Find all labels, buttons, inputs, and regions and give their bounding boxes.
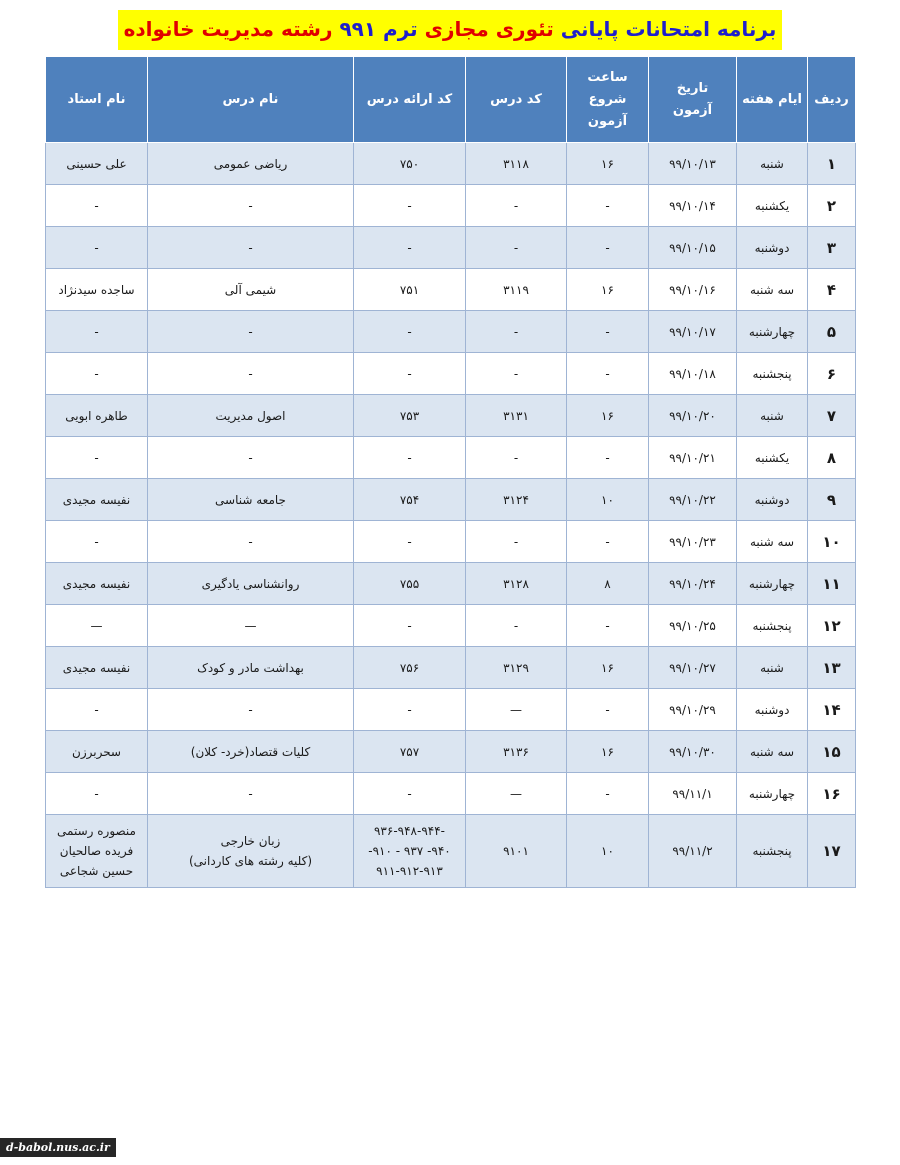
cell-start-time: ۸ xyxy=(567,563,649,605)
cell-course-name: - xyxy=(148,437,354,479)
cell-offering-code: - xyxy=(354,311,466,353)
cell-offering-code: - xyxy=(354,689,466,731)
cell-row-number: ۶ xyxy=(808,353,856,395)
cell-offering-code: - xyxy=(354,437,466,479)
cell-offering-code: ۷۵۱ xyxy=(354,269,466,311)
cell-start-time: ۱۶ xyxy=(567,143,649,185)
site-watermark: d-babol.nus.ac.ir xyxy=(0,1138,116,1157)
cell-course-code: ۳۱۲۴ xyxy=(466,479,567,521)
header-cell-row-number: ردیف xyxy=(808,57,856,143)
cell-course-code: ۳۱۳۱ xyxy=(466,395,567,437)
cell-instructor: - xyxy=(46,353,148,395)
cell-start-time: - xyxy=(567,185,649,227)
cell-weekday: شنبه xyxy=(737,143,808,185)
cell-exam-date: ۹۹/۱۰/۲۰ xyxy=(649,395,737,437)
cell-weekday: شنبه xyxy=(737,395,808,437)
cell-course-name: - xyxy=(148,521,354,563)
cell-instructor: - xyxy=(46,185,148,227)
table-row xyxy=(46,311,856,353)
cell-weekday: پنجشنبه xyxy=(737,815,808,888)
cell-offering-code: ۷۵۳ xyxy=(354,395,466,437)
cell-start-time: - xyxy=(567,773,649,815)
cell-course-code: ۳۱۲۸ xyxy=(466,563,567,605)
cell-course-code: - xyxy=(466,185,567,227)
cell-start-time: - xyxy=(567,437,649,479)
cell-exam-date: ۹۹/۱۰/۲۱ xyxy=(649,437,737,479)
table-row xyxy=(46,563,856,605)
cell-row-number: ۱۱ xyxy=(808,563,856,605)
cell-instructor: - xyxy=(46,227,148,269)
cell-course-code: ۳۱۲۹ xyxy=(466,647,567,689)
table-row xyxy=(46,227,856,269)
cell-weekday: سه شنبه xyxy=(737,731,808,773)
cell-course-code: - xyxy=(466,353,567,395)
table-row xyxy=(46,353,856,395)
cell-offering-code: ۷۵۴ xyxy=(354,479,466,521)
cell-course-name: روانشناسی یادگیری xyxy=(148,563,354,605)
cell-exam-date: ۹۹/۱۰/۱۷ xyxy=(649,311,737,353)
cell-start-time: - xyxy=(567,311,649,353)
cell-course-name: شیمی آلی xyxy=(148,269,354,311)
header-cell-weekday: ایام هفته xyxy=(737,57,808,143)
header-cell-start-time: ساعت شروع آزمون xyxy=(567,57,649,143)
table-row xyxy=(46,689,856,731)
table-row xyxy=(46,143,856,185)
cell-exam-date: ۹۹/۱۰/۲۲ xyxy=(649,479,737,521)
cell-row-number: ۷ xyxy=(808,395,856,437)
cell-offering-code: - xyxy=(354,185,466,227)
cell-weekday: یکشنبه xyxy=(737,185,808,227)
cell-course-name: - xyxy=(148,689,354,731)
cell-course-name: - xyxy=(148,227,354,269)
header-row xyxy=(46,57,856,143)
title-part-3: ترم xyxy=(383,17,418,41)
table-row xyxy=(46,731,856,773)
cell-exam-date: ۹۹/۱۰/۳۰ xyxy=(649,731,737,773)
cell-exam-date: ۹۹/۱۰/۱۳ xyxy=(649,143,737,185)
exam-schedule-table xyxy=(45,56,856,888)
cell-offering-code: ۷۵۵ xyxy=(354,563,466,605)
cell-exam-date: ۹۹/۱۰/۱۵ xyxy=(649,227,737,269)
cell-exam-date: ۹۹/۱۰/۲۹ xyxy=(649,689,737,731)
cell-start-time: - xyxy=(567,605,649,647)
header-cell-exam-date: تاریخ آزمون xyxy=(649,57,737,143)
cell-start-time: - xyxy=(567,689,649,731)
title-part-4: ۹۹۱ xyxy=(339,17,377,41)
cell-weekday: چهارشنبه xyxy=(737,773,808,815)
cell-row-number: ۲ xyxy=(808,185,856,227)
cell-course-name: — xyxy=(148,605,354,647)
cell-row-number: ۱۳ xyxy=(808,647,856,689)
cell-start-time: - xyxy=(567,521,649,563)
cell-row-number: ۹ xyxy=(808,479,856,521)
cell-course-name: جامعه شناسی xyxy=(148,479,354,521)
cell-row-number: ۸ xyxy=(808,437,856,479)
cell-exam-date: ۹۹/۱۱/۲ xyxy=(649,815,737,888)
cell-course-code: — xyxy=(466,773,567,815)
cell-row-number: ۱۷ xyxy=(808,815,856,888)
cell-start-time: ۱۶ xyxy=(567,647,649,689)
cell-start-time: ۱۶ xyxy=(567,731,649,773)
cell-offering-code: - xyxy=(354,605,466,647)
cell-row-number: ۱۶ xyxy=(808,773,856,815)
cell-row-number: ۱۵ xyxy=(808,731,856,773)
cell-row-number: ۳ xyxy=(808,227,856,269)
cell-weekday: یکشنبه xyxy=(737,437,808,479)
cell-start-time: - xyxy=(567,227,649,269)
cell-row-number: ۱۲ xyxy=(808,605,856,647)
header-cell-course-code: کد درس xyxy=(466,57,567,143)
table-row xyxy=(46,815,856,888)
cell-course-name: اصول مدیریت xyxy=(148,395,354,437)
cell-course-code: ۹۱۰۱ xyxy=(466,815,567,888)
cell-course-name: - xyxy=(148,353,354,395)
cell-start-time: ۱۰ xyxy=(567,815,649,888)
cell-weekday: چهارشنبه xyxy=(737,563,808,605)
cell-instructor: نفیسه مجیدی xyxy=(46,563,148,605)
cell-row-number: ۱۰ xyxy=(808,521,856,563)
title-bar xyxy=(0,10,900,50)
table-row xyxy=(46,521,856,563)
page-title xyxy=(118,10,783,50)
cell-course-name: - xyxy=(148,185,354,227)
cell-instructor: منصوره رستمی فریده صالحیان حسین شجاعی xyxy=(46,815,148,888)
cell-weekday: سه شنبه xyxy=(737,521,808,563)
header-cell-instructor: نام استاد xyxy=(46,57,148,143)
cell-offering-code: - xyxy=(354,353,466,395)
cell-weekday: دوشنبه xyxy=(737,479,808,521)
cell-instructor: نفیسه مجیدی xyxy=(46,647,148,689)
table-row xyxy=(46,269,856,311)
cell-exam-date: ۹۹/۱۰/۲۷ xyxy=(649,647,737,689)
cell-weekday: دوشنبه xyxy=(737,227,808,269)
header-cell-offering-code: کد ارائه درس xyxy=(354,57,466,143)
cell-course-code: ۳۱۳۶ xyxy=(466,731,567,773)
cell-instructor: طاهره ابویی xyxy=(46,395,148,437)
cell-offering-code: ۷۵۶ xyxy=(354,647,466,689)
cell-offering-code: - xyxy=(354,227,466,269)
cell-course-code: - xyxy=(466,437,567,479)
cell-start-time: ۱۶ xyxy=(567,395,649,437)
cell-course-code: ۳۱۱۹ xyxy=(466,269,567,311)
cell-row-number: ۵ xyxy=(808,311,856,353)
cell-instructor: سحربرزن xyxy=(46,731,148,773)
cell-offering-code: -۹۳۶-۹۴۸-۹۴۴ ۹۴۰- ۹۳۷ - ۹۱۰- ۹۱۱-۹۱۲-۹۱۳ xyxy=(354,815,466,888)
table-row xyxy=(46,479,856,521)
cell-row-number: ۱ xyxy=(808,143,856,185)
title-part-5: رشته مدیریت خانواده xyxy=(123,17,333,41)
cell-weekday: دوشنبه xyxy=(737,689,808,731)
cell-instructor: - xyxy=(46,311,148,353)
cell-offering-code: - xyxy=(354,521,466,563)
cell-weekday: شنبه xyxy=(737,647,808,689)
cell-weekday: پنجشنبه xyxy=(737,353,808,395)
cell-exam-date: ۹۹/۱۰/۲۴ xyxy=(649,563,737,605)
cell-course-code: - xyxy=(466,227,567,269)
cell-offering-code: ۷۵۷ xyxy=(354,731,466,773)
cell-start-time: ۱۶ xyxy=(567,269,649,311)
cell-exam-date: ۹۹/۱۰/۲۵ xyxy=(649,605,737,647)
title-part-2: تئوری مجازی xyxy=(424,17,554,41)
header-cell-course-name: نام درس xyxy=(148,57,354,143)
cell-course-code: - xyxy=(466,311,567,353)
cell-course-name: - xyxy=(148,311,354,353)
cell-course-name: بهداشت مادر و کودک xyxy=(148,647,354,689)
cell-weekday: سه شنبه xyxy=(737,269,808,311)
title-part-1: برنامه امتحانات پایانی xyxy=(560,17,777,41)
cell-course-code: - xyxy=(466,521,567,563)
table-row xyxy=(46,185,856,227)
cell-instructor: نفیسه مجیدی xyxy=(46,479,148,521)
table-row xyxy=(46,773,856,815)
cell-instructor: - xyxy=(46,773,148,815)
cell-weekday: پنجشنبه xyxy=(737,605,808,647)
cell-exam-date: ۹۹/۱۰/۱۸ xyxy=(649,353,737,395)
cell-offering-code: - xyxy=(354,773,466,815)
cell-course-name: کلیات قتصاد(خرد- کلان) xyxy=(148,731,354,773)
cell-instructor: علی حسینی xyxy=(46,143,148,185)
cell-exam-date: ۹۹/۱۰/۲۳ xyxy=(649,521,737,563)
table-row xyxy=(46,395,856,437)
cell-instructor: - xyxy=(46,521,148,563)
cell-course-name: ریاضی عمومی xyxy=(148,143,354,185)
cell-row-number: ۴ xyxy=(808,269,856,311)
cell-exam-date: ۹۹/۱۰/۱۶ xyxy=(649,269,737,311)
cell-row-number: ۱۴ xyxy=(808,689,856,731)
cell-course-code: — xyxy=(466,689,567,731)
cell-start-time: ۱۰ xyxy=(567,479,649,521)
table-row xyxy=(46,437,856,479)
cell-instructor: — xyxy=(46,605,148,647)
cell-start-time: - xyxy=(567,353,649,395)
cell-course-name: زبان خارجی (کلیه رشته های کاردانی) xyxy=(148,815,354,888)
cell-instructor: - xyxy=(46,437,148,479)
cell-course-code: - xyxy=(466,605,567,647)
table-body xyxy=(46,143,856,888)
cell-course-code: ۳۱۱۸ xyxy=(466,143,567,185)
cell-exam-date: ۹۹/۱۰/۱۴ xyxy=(649,185,737,227)
cell-offering-code: ۷۵۰ xyxy=(354,143,466,185)
cell-course-name: - xyxy=(148,773,354,815)
cell-instructor: - xyxy=(46,689,148,731)
cell-exam-date: ۹۹/۱۱/۱ xyxy=(649,773,737,815)
table-row xyxy=(46,605,856,647)
cell-weekday: چهارشنبه xyxy=(737,311,808,353)
cell-instructor: ساجده سیدنژاد xyxy=(46,269,148,311)
table-row xyxy=(46,647,856,689)
